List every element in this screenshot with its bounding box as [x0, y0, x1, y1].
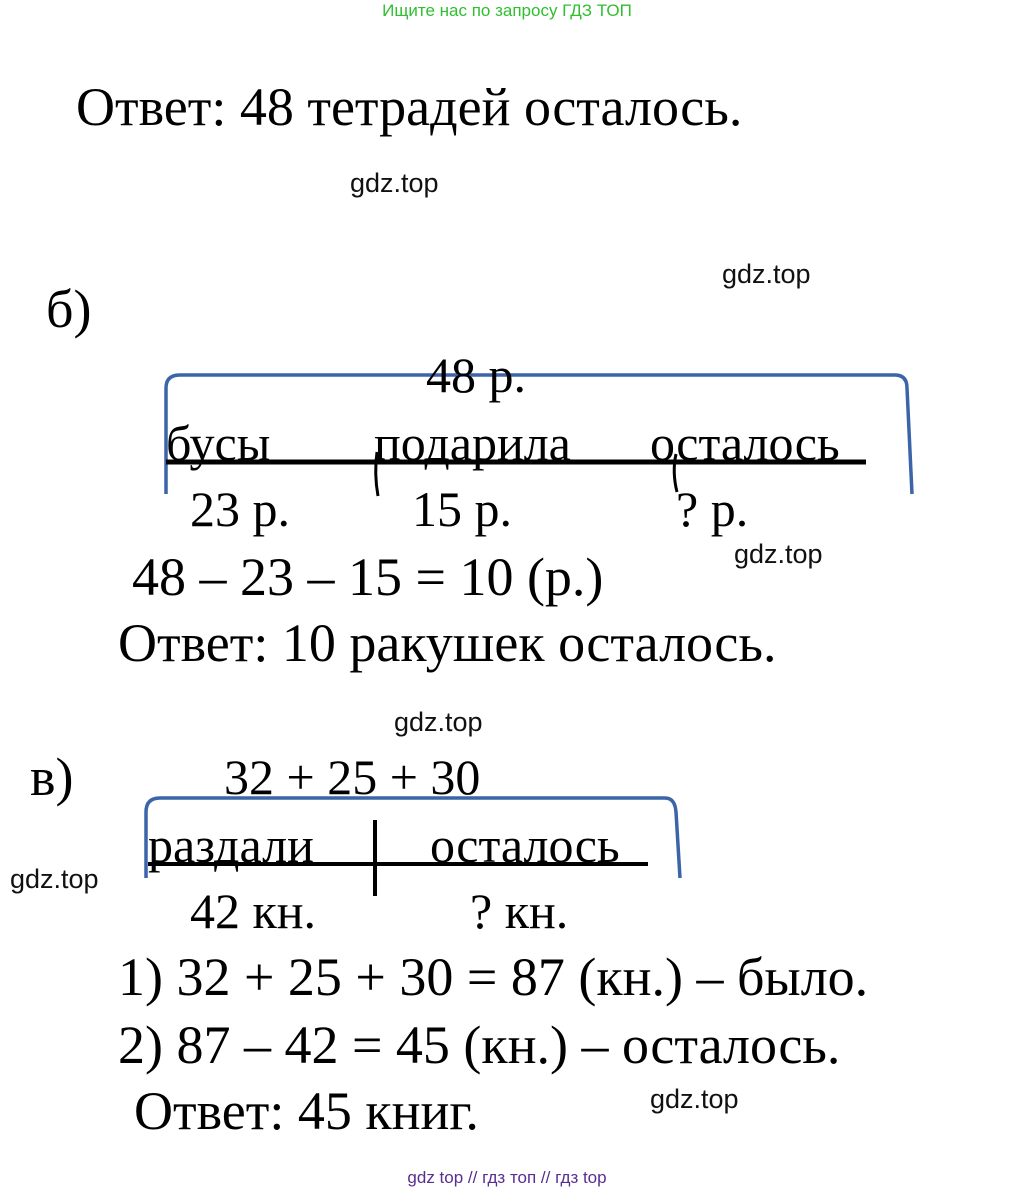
part-b-label: б) — [46, 279, 92, 339]
part-v-segment-value: ? кн. — [470, 883, 569, 939]
part-v-segment-name: раздали — [148, 817, 314, 873]
part-v-segment-value: 42 кн. — [190, 883, 317, 939]
part-v-step: 1) 32 + 25 + 30 = 87 (кн.) – было. — [118, 947, 869, 1007]
watermark: gdz.top — [10, 864, 99, 894]
part-v-answer: Ответ: 45 книг. — [134, 1081, 479, 1141]
watermark: gdz.top — [650, 1084, 739, 1114]
part-v-step: 2) 87 – 42 = 45 (кн.) – осталось. — [118, 1015, 841, 1075]
part-a-answer: Ответ: 48 тетрадей осталось. — [76, 77, 743, 137]
footer-links[interactable]: gdz top // гдз топ // гдз top — [407, 1168, 607, 1187]
part-b-segment-value: 23 р. — [190, 481, 290, 537]
watermark: gdz.top — [394, 707, 483, 737]
part-v-segment-name: осталось — [430, 817, 620, 873]
part-b-segment-value: 15 р. — [412, 481, 512, 537]
watermark: gdz.top — [350, 168, 439, 198]
part-b-segment-name: бусы — [166, 415, 271, 471]
watermark: gdz.top — [734, 539, 823, 569]
part-v-total: 32 + 25 + 30 — [224, 749, 481, 805]
part-b-total: 48 р. — [426, 347, 526, 403]
part-b-segment-name: осталось — [650, 415, 840, 471]
top-banner[interactable]: Ищите нас по запросу ГДЗ ТОП — [382, 1, 632, 20]
part-b-segment-value: ? р. — [676, 481, 749, 537]
part-b-equation: 48 – 23 – 15 = 10 (р.) — [132, 547, 604, 607]
part-b-segment-name: подарила — [374, 415, 571, 471]
part-b-answer: Ответ: 10 ракушек осталось. — [118, 613, 777, 673]
part-v-label: в) — [30, 747, 74, 807]
watermark: gdz.top — [722, 259, 811, 289]
